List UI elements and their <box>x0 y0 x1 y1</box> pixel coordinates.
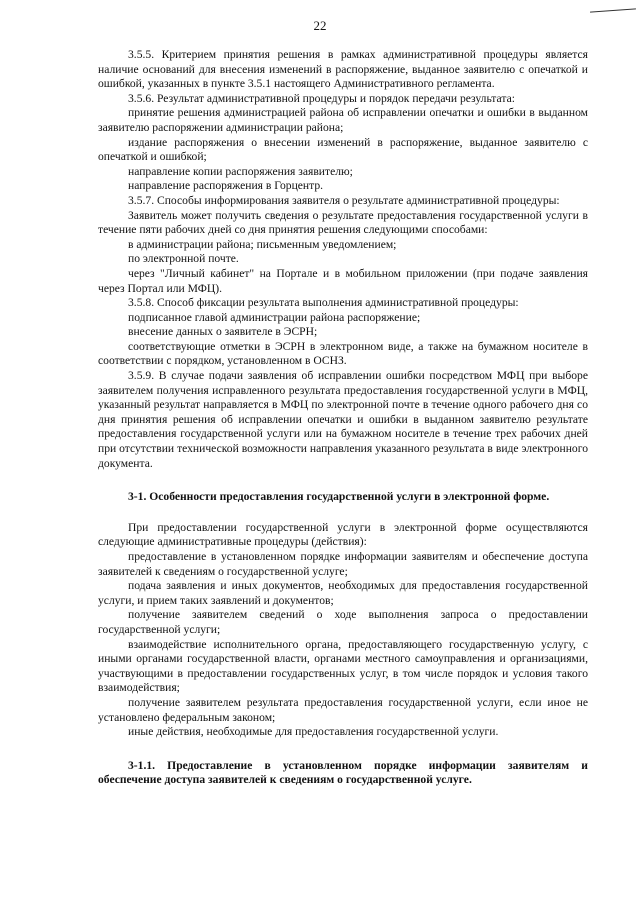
paragraph-3-5-5: 3.5.5. Критерием принятия решения в рамках административной процедуры является наличие оснований для внесения изменений в распоряжение, выданное заявителю с опечаткой и ошибкой, указанных в пункте 3.5.1 настоящего Административного регламента. <box>98 48 588 91</box>
list-item: по электронной почте. <box>128 252 239 266</box>
scan-mark <box>590 8 636 12</box>
page-content <box>98 48 588 788</box>
list-item: издание распоряжения о внесении изменений в распоряжение, выданное заявителю с опечаткой и ошибкой; <box>98 135 588 164</box>
list-item: соответствующие отметки в ЭСРН в электронном виде, а также на бумажном носителе в соответствии с порядком, установленном в ОСНЗ. <box>98 339 588 368</box>
list-item: направление распоряжения в Горцентр. <box>128 179 324 193</box>
list-item: получение заявителем сведений о ходе выполнения запроса о предоставлении государственной услуги; <box>98 608 588 636</box>
list-item: направление копии распоряжения заявителю; <box>128 164 353 178</box>
section-heading-3-1: 3-1. Особенности предоставления государственной услуги в электронной форме. <box>128 490 550 504</box>
page-number: 22 <box>313 18 327 33</box>
paragraph-3-5-6: 3.5.6. Результат административной процедуры и порядок передачи результата: <box>128 91 515 105</box>
paragraph-text: Заявитель может получить сведения о результате предоставления государственной услуги в течение пяти рабочих дней со дня принятия решения следующими способами: <box>98 208 588 237</box>
paragraph-3-5-8: 3.5.8. Способ фиксации результата выполнения административной процедуры: <box>128 296 519 310</box>
paragraph-3-5-7: 3.5.7. Способы информирования заявителя о результате административной процедуры: <box>128 193 560 207</box>
list-item: через "Личный кабинет" на Портале и в мобильном приложении (при подаче заявления через Портал или МФЦ). <box>98 266 588 295</box>
list-item: подача заявления и иных документов, необходимых для предоставления государственной услуги, и прием таких заявлений и документов; <box>98 579 588 607</box>
paragraph-3-5-9: 3.5.9. В случае подачи заявления об исправлении ошибки посредством МФЦ при выборе заявителем получения исправленного результата предоставления государственной услуги в МФЦ, указанный результат направляется в МФЦ по электронной почте в течение одного рабочего дня со дня принятия решения об исправлении опечатки и ошибки в выданном заявителю результате предоставления государственной услуги или на бумажном носителе в течение трех рабочих дней при отсутствии технической возможности направления указанного результата в виде электронного документа. <box>98 369 588 470</box>
paragraph-intro: При предоставлении государственной услуги в электронной форме осуществляются следующие административные процедуры (действия): <box>98 520 588 549</box>
list-item: предоставление в установленном порядке информации заявителям и обеспечение доступа заявителей к сведениям о государственной услуге; <box>98 550 588 578</box>
list-item: подписанное главой администрации района распоряжение; <box>128 310 421 324</box>
list-item: принятие решения администрацией района об исправлении опечатки и ошибки в выданном заявителю распоряжении администрации района; <box>98 106 588 134</box>
list-item: взаимодействие исполнительного органа, предоставляющего государственную услугу, с иными органами государственной власти, органами местного самоуправления и организациями, участвующими в предоставлении государственных услуг, в том числе порядок и условия такого взаимодействия; <box>98 637 588 695</box>
list-item: иные действия, необходимые для предоставления государственной услуги. <box>128 725 499 739</box>
list-item: получение заявителем результата предоставления государственной услуги, если иное не установлено федеральным законом; <box>98 695 588 724</box>
list-item: в администрации района; письменным уведомлением; <box>128 237 397 251</box>
section-heading-3-1-1: 3-1.1. Предоставление в установленном порядке информации заявителям и обеспечение доступа заявителей к сведениям о государственной услуге. <box>98 758 588 787</box>
list-item: внесение данных о заявителе в ЭСРН; <box>128 325 318 339</box>
